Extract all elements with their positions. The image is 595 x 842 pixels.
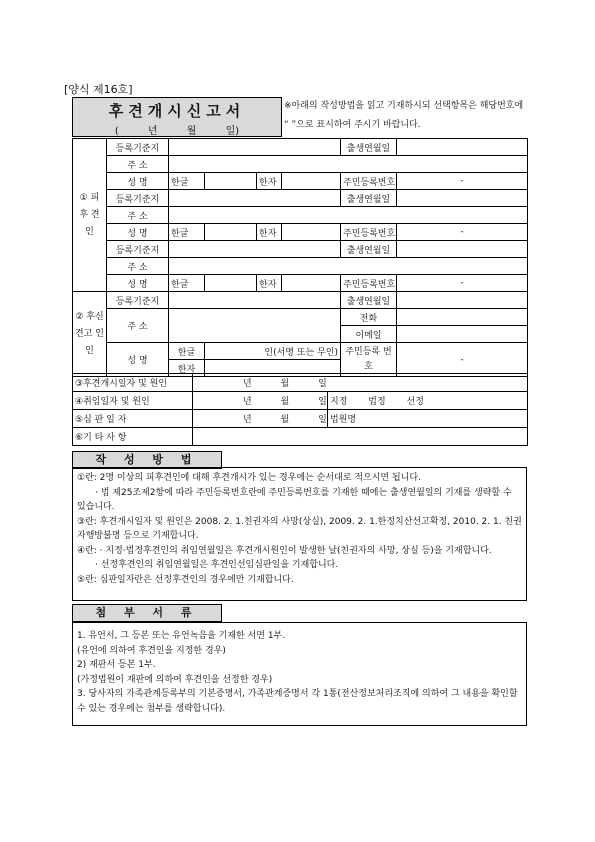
hangul-field[interactable]	[205, 173, 257, 190]
registry-label: 등록기준지	[107, 241, 169, 258]
guardian-section-label: ② 후신 견고 인인	[73, 292, 107, 377]
attach-line: 1. 유언서, 그 등본 또는 유언녹음을 기재한 서면 1부.	[77, 631, 286, 641]
address-label: 주 소	[107, 207, 169, 224]
method-line: · 법 제25조제2항에 따라 주민등록번호란에 주민등록번호를 기재한 때에는 출생연월일의 기재를 생략할 수 있습니다.	[77, 487, 512, 512]
birthdate-label: 출생연월일	[341, 241, 397, 258]
hangul-label: 한글	[169, 224, 205, 241]
name-label: 성 명	[107, 173, 169, 190]
seal-field[interactable]: 인(서명 또는 무인)	[205, 343, 341, 360]
attach-box	[72, 622, 527, 726]
hangul-label: 한글	[169, 173, 205, 190]
registry-label: 등록기준지	[107, 190, 169, 207]
attach-line: 3. 당사자의 가족관계등록부의 기본증명서, 가족관계증명서 각 1통(전산정보처리조직에 의하여 그 내용을 확인할 수 있는 경우에는 첨부를 생략합니다).	[77, 689, 518, 714]
address-field[interactable]	[169, 309, 341, 343]
event-row-label: ⑥기 타 사 항	[73, 428, 193, 446]
document-title: 후견개시신고서	[108, 102, 246, 120]
event-row-value[interactable]: 년 월 일	[193, 392, 328, 410]
birthdate-label: 출생연월일	[341, 190, 397, 207]
registry-field[interactable]	[169, 190, 341, 207]
birthdate-label: 출생연월일	[341, 139, 397, 156]
birthdate-field[interactable]	[397, 139, 528, 156]
address-field[interactable]	[169, 207, 528, 224]
method-box	[72, 467, 527, 601]
hanja-field[interactable]	[282, 173, 341, 190]
event-row-extra[interactable]: 지정 법정 선정	[328, 392, 528, 410]
method-line: ③란: 후견개시일자 및 원인은 2008. 2. 1.친권자의 사망(상실), 2009. 2. 1.한정치산선고확정, 2010. 2. 1. 친권자행방불명 등으로 기재합니다.	[77, 516, 522, 541]
hanja-field[interactable]	[282, 224, 341, 241]
hanja-label: 한자	[257, 173, 282, 190]
name-label: 성 명	[107, 275, 169, 292]
ward-section-label: ① 피 후 견 인	[73, 139, 107, 292]
event-row-label: ③후견개시일자 및 원인	[73, 374, 193, 392]
event-table	[72, 373, 528, 446]
event-row-extra[interactable]: 법원명	[328, 410, 528, 428]
address-label: 주 소	[107, 309, 169, 343]
hangul-field[interactable]	[205, 275, 257, 292]
email-label: 이메일	[341, 326, 397, 343]
form-number: [양식 제16호]	[64, 83, 133, 96]
attach-heading: 첨 부 서 류	[72, 604, 222, 622]
birthdate-label: 출생연월일	[341, 292, 397, 309]
resident-no-label: 주민등록번호	[341, 173, 397, 190]
name-label: 성 명	[107, 224, 169, 241]
hanja-label: 한자	[257, 224, 282, 241]
registry-field[interactable]	[169, 139, 341, 156]
method-line: ①란: 2명 이상의 피후견인에 대해 후견개시가 있는 경우에는 순서대로 적으시면 됩니다.	[77, 473, 421, 483]
resident-no-field[interactable]: -	[397, 275, 528, 292]
phone-field[interactable]	[397, 309, 528, 326]
resident-no-label: 주민등록번호	[341, 224, 397, 241]
resident-no-field[interactable]: -	[397, 173, 528, 190]
method-line: ④란: · 지정·법정후견인의 취임연월일은 후견개시원인이 발생한 날(친권자의 사망, 상실 등)을 기재합니다.	[77, 545, 492, 556]
hangul-label: 한글	[169, 343, 205, 360]
event-row-value[interactable]: 년 월 일	[193, 410, 328, 428]
method-heading: 작 성 방 법	[72, 451, 222, 469]
hangul-label: 한글	[169, 275, 205, 292]
event-row-value[interactable]: 년 월 일	[193, 374, 528, 392]
registry-label: 등록기준지	[107, 292, 169, 309]
registry-field[interactable]	[169, 241, 341, 258]
attach-line: 2) 재판서 등본 1부.	[77, 660, 156, 670]
report-table	[72, 138, 528, 377]
title-date: ( 년 월 일)	[114, 126, 240, 137]
address-field[interactable]	[169, 156, 528, 173]
hangul-field[interactable]	[205, 224, 257, 241]
attach-line: (가정법원이 재판에 의하여 후견인을 선정한 경우)	[77, 674, 273, 685]
method-line: ⑤란: 심판일자란은 선정후견인의 경우에만 기재합니다.	[77, 574, 294, 585]
registry-field[interactable]	[169, 292, 341, 309]
event-row-value[interactable]	[193, 428, 528, 446]
email-field[interactable]	[397, 326, 528, 343]
resident-no-label: 주민등록번호	[341, 275, 397, 292]
title-box	[72, 97, 282, 137]
address-label: 주 소	[107, 258, 169, 275]
event-row-label: ④취임일자 및 원인	[73, 392, 193, 410]
registry-label: 등록기준지	[107, 139, 169, 156]
event-row-label: ⑤심 판 일 자	[73, 410, 193, 428]
birthdate-field[interactable]	[397, 292, 528, 309]
instruction-note: ※아래의 작성방법을 읽고 기재하시되 선택항목은 해당번호에 “ ”으로 표시하여 주시기 바랍니다.	[284, 101, 524, 130]
hanja-label: 한자	[257, 275, 282, 292]
address-field[interactable]	[169, 258, 528, 275]
attach-line: (유언에 의하여 후견인을 지정한 경우)	[77, 645, 226, 656]
resident-no-field[interactable]: -	[397, 343, 528, 377]
birthdate-field[interactable]	[397, 241, 528, 258]
hanja-label: 한자	[169, 360, 205, 377]
hanja-field[interactable]	[282, 275, 341, 292]
birthdate-field[interactable]	[397, 190, 528, 207]
name-label: 성 명	[107, 343, 169, 377]
method-line: · 선정후견인의 취임연월일은 후견인선임심판일을 기재합니다.	[77, 560, 339, 570]
phone-label: 전화	[341, 309, 397, 326]
resident-no-field[interactable]: -	[397, 224, 528, 241]
resident-no-label: 주민등록 번 호	[341, 343, 397, 377]
address-label: 주 소	[107, 156, 169, 173]
